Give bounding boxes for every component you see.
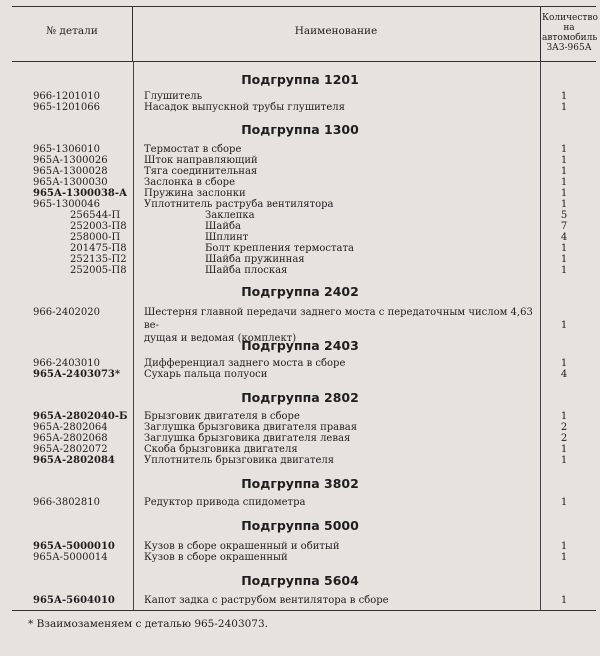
table-header — [12, 6, 596, 62]
table-row: 252003-П8 Шайба 7 — [70, 221, 568, 232]
group-title: Подгруппа 2802 — [241, 390, 359, 405]
group-title: Подгруппа 2402 — [241, 284, 359, 299]
table-bottom-rule — [12, 610, 596, 611]
group-title: Подгруппа 1300 — [241, 122, 359, 137]
group-title: Подгруппа 1201 — [241, 72, 359, 87]
table-row: 965А-2802040-Б Брызговик двигателя в сборе 1 — [33, 411, 568, 422]
group-title: Подгруппа 2403 — [241, 338, 359, 353]
table-row: 965А-5604010 Капот задка с раструбом вентилятора в сборе 1 — [33, 595, 568, 606]
table-row: 965А-1300038-А Пружина заслонки 1 — [33, 188, 568, 199]
group-title: Подгруппа 5604 — [241, 573, 359, 588]
table-row: 965А-2802084 Уплотнитель брызговика двигателя 1 — [33, 455, 568, 466]
table-row: 256544-П Заклепка 5 — [70, 210, 568, 221]
table-row: 252005-П8 Шайба плоская 1 — [70, 265, 568, 276]
table-row: 258000-П Шплинт 4 — [70, 232, 568, 243]
table-row: 966-1201010 Глушитель 1 — [33, 91, 568, 102]
table-row: 966-2402020 Шестерня главной передачи заднего моста с передаточным числом 4,63 ве- дущая и ведомая (комплект) 1 — [33, 307, 568, 344]
table-row: 965А-2403073* Сухарь пальца полуоси 4 — [33, 369, 568, 380]
header-divider — [540, 7, 541, 61]
table-row: 252135-П2 Шайба пружинная 1 — [70, 254, 568, 265]
header-part-number: № детали — [46, 25, 98, 37]
table-row: 965-1300046 Уплотнитель раструба вентилятора 1 — [33, 199, 568, 210]
table-row: 965А-1300026 Шток направляющий 1 — [33, 155, 568, 166]
group-title: Подгруппа 5000 — [241, 518, 359, 533]
table-row: 965А-2802068 Заглушка брызговика двигателя левая 2 — [33, 433, 568, 444]
header-quantity: Количество на автомобиль ЗАЗ-965А — [542, 13, 598, 53]
group-title: Подгруппа 3802 — [241, 476, 359, 491]
table-row: 965А-1300030 Заслонка в сборе 1 — [33, 177, 568, 188]
table-row: 965А-2802064 Заглушка брызговика двигателя правая 2 — [33, 422, 568, 433]
table-row: 965А-5000010 Кузов в сборе окрашенный и обитый 1 — [33, 541, 568, 552]
footnote: * Взаимозаменяем с деталью 965-2403073. — [28, 618, 269, 630]
table-row: 965А-2802072 Скоба брызговика двигателя 1 — [33, 444, 568, 455]
table-row: 965-1306010 Термостат в сборе 1 — [33, 144, 568, 155]
table-row: 966-2403010 Дифференциал заднего моста в сборе 1 — [33, 358, 568, 369]
header-name: Наименование — [294, 25, 378, 37]
table-row: 965А-5000014 Кузов в сборе окрашенный 1 — [33, 552, 568, 563]
table-row: 201475-П8 Болт крепления термостата 1 — [70, 243, 568, 254]
table-row: 965А-1300028 Тяга соединительная 1 — [33, 166, 568, 177]
table-row: 965-1201066 Насадок выпускной трубы глушителя 1 — [33, 102, 568, 113]
table-row: 966-3802810 Редуктор привода спидометра 1 — [33, 497, 568, 508]
